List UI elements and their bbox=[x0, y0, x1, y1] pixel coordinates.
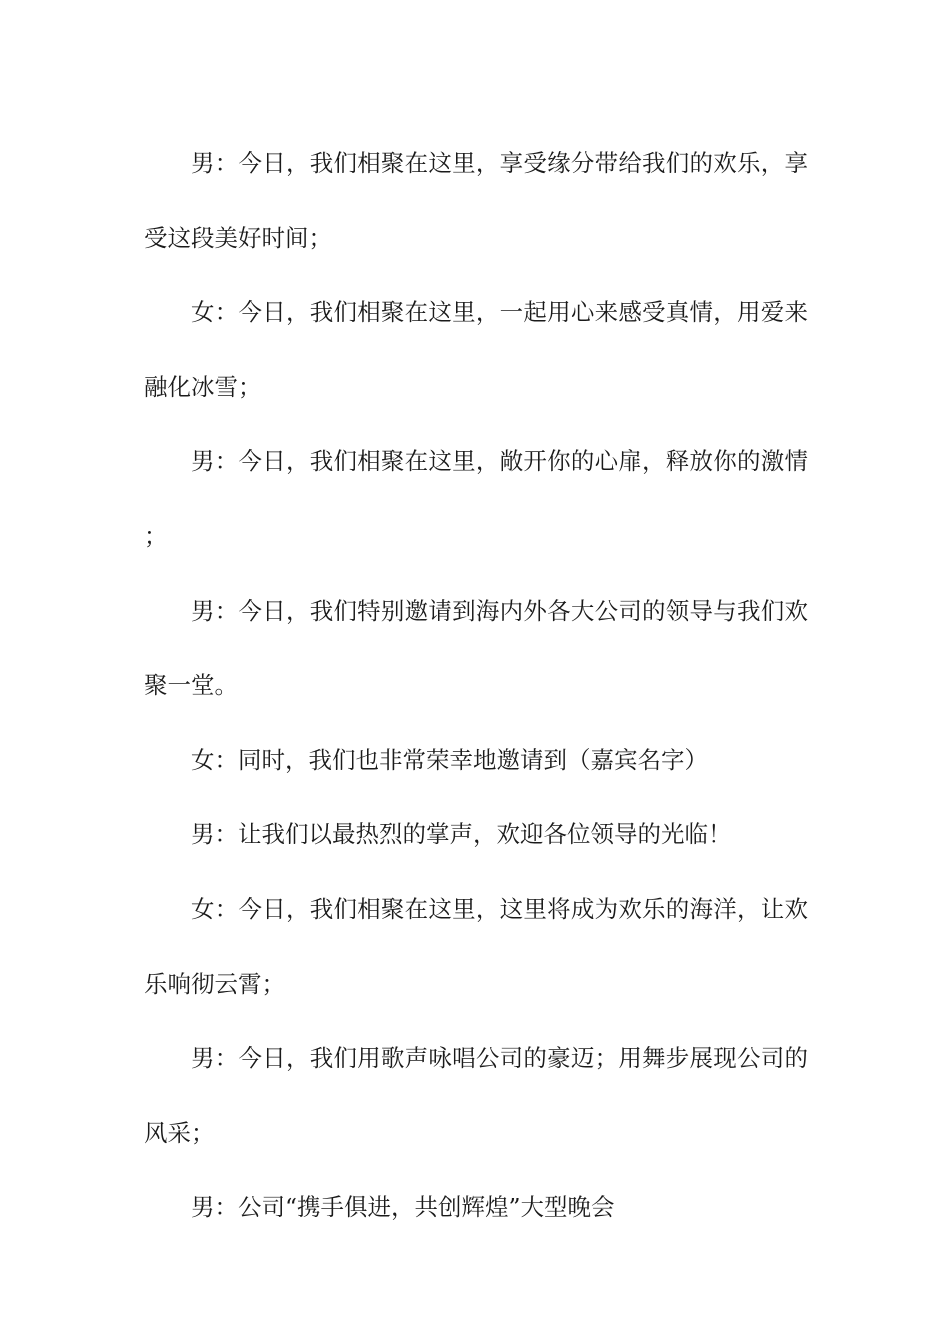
document-body bbox=[144, 126, 808, 1245]
paragraph: 男：今日，我们相聚在这里，享受缘分带给我们的欢乐，享受这段美好时间； bbox=[144, 149, 808, 252]
paragraph: 男：今日，我们相聚在这里，敞开你的心扉，释放你的激情； bbox=[144, 447, 808, 550]
paragraph: 女：今日，我们相聚在这里，一起用心来感受真情，用爱来融化冰雪； bbox=[144, 298, 808, 401]
paragraph: 男：公司“携手俱进，共创辉煌”大型晚会 bbox=[191, 1193, 615, 1222]
paragraph: 女：今日，我们相聚在这里，这里将成为欢乐的海洋，让欢乐响彻云霄； bbox=[144, 894, 808, 998]
paragraph: 男：今日，我们用歌声咏唱公司的豪迈；用舞步展现公司的风采； bbox=[144, 1044, 808, 1147]
paragraph: 男：让我们以最热烈的掌声，欢迎各位领导的光临！ bbox=[191, 820, 732, 849]
paragraph: 女：同时，我们也非常荣幸地邀请到（嘉宾名字） bbox=[191, 745, 708, 774]
paragraph: 男：今日，我们特别邀请到海内外各大公司的领导与我们欢聚一堂。 bbox=[144, 596, 808, 700]
